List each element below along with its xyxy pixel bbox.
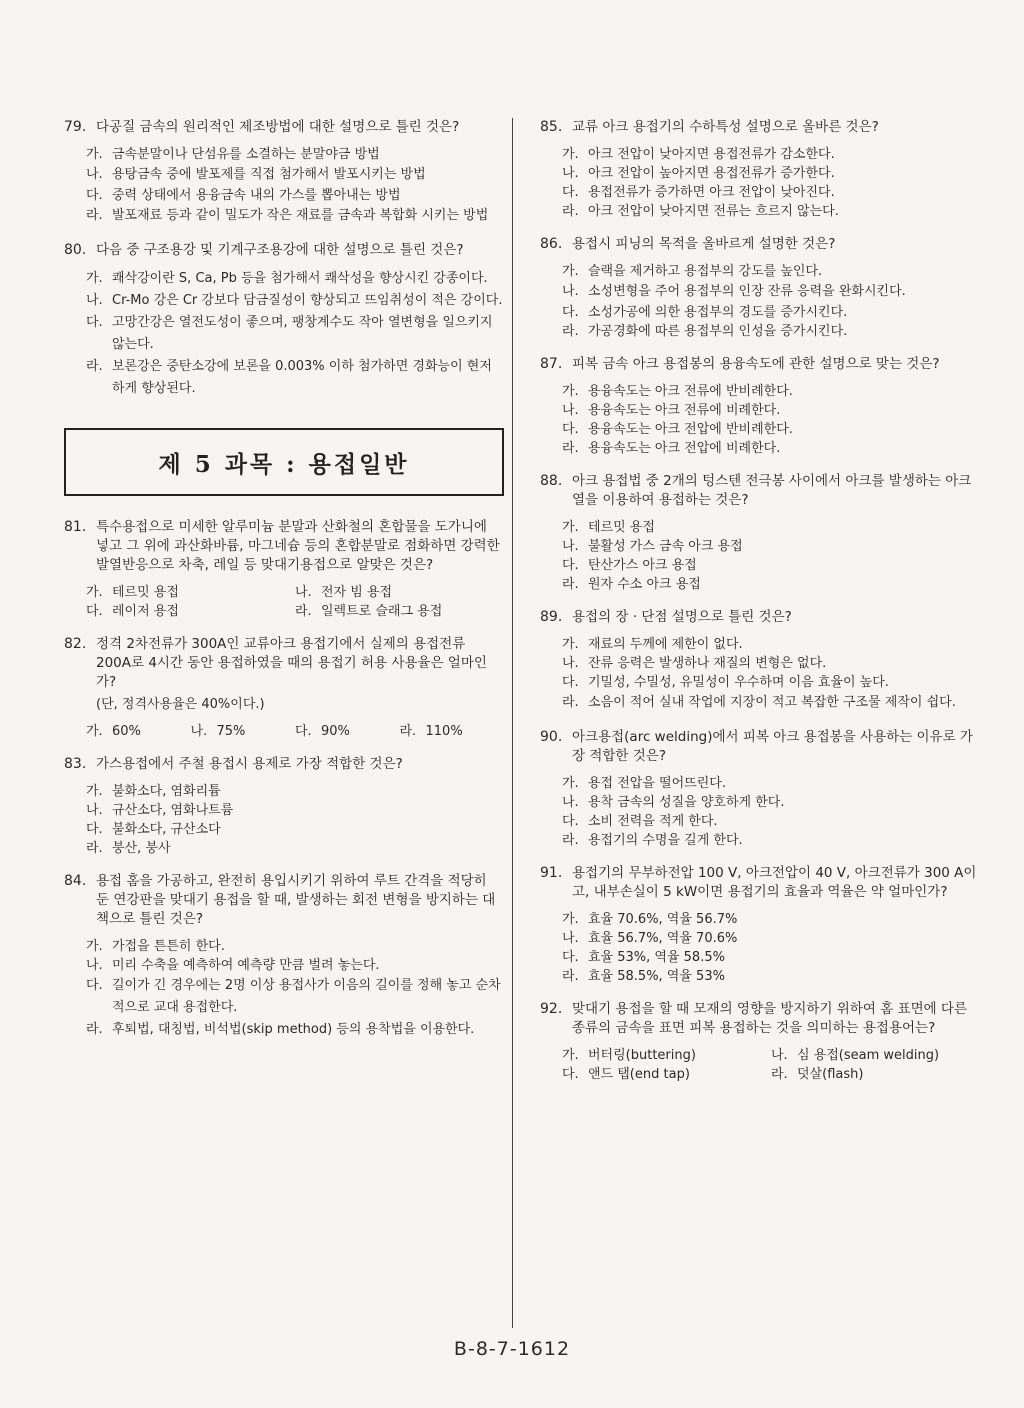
option-na (562, 537, 980, 556)
question-note: (단, 정격사용율은 40%이다.) (96, 697, 265, 712)
option-ga (562, 382, 980, 401)
option-label: 가. (562, 637, 579, 652)
option-label: 나. (190, 724, 208, 739)
question-text: 아크 용접법 중 2개의 텅스텐 전극봉 사이에서 아크를 발생하는 아크열을 이용하여 용접하는 것은? (572, 473, 972, 508)
option-text: 붕산, 붕사 (112, 841, 171, 856)
question-text: 특수용접으로 미세한 알루미늄 분말과 산화철의 혼합물을 도가니에 넣고 그 위에 과산화바륨, 마그네슘 등의 혼합분말로 점화하면 강력한 발열반응으로 차축, 레일 등 맞대기용접으로 알맞은 것은? (96, 519, 500, 573)
option-label: 나. (562, 931, 579, 946)
option-text: 효율 58.5%, 역율 53% (588, 969, 725, 984)
option-text: 90% (321, 724, 350, 739)
option-label: 나. (86, 167, 103, 182)
question-text: 교류 아크 용접기의 수하특성 설명으로 올바른 것은? (572, 119, 879, 135)
option-label: 다. (86, 188, 103, 203)
option-text: 재료의 두께에 제한이 없다. (588, 637, 743, 652)
option-text: 규산소다, 염화나트륨 (112, 803, 234, 818)
option-label: 나. (562, 656, 579, 671)
question-90 (540, 728, 980, 850)
option-text: 레이저 용접 (112, 604, 179, 619)
option-da (562, 948, 980, 967)
option-text: 효율 53%, 역율 58.5% (588, 950, 725, 965)
question-text: 용접의 장 · 단점 설명으로 틀린 것은? (572, 609, 792, 625)
option-text: 테르밋 용접 (588, 520, 655, 535)
option-ga (562, 774, 980, 793)
question-83 (64, 755, 504, 858)
option-label: 라. (562, 969, 579, 984)
option-list (64, 937, 504, 1041)
option-text: 110% (425, 724, 463, 739)
option-text: 60% (112, 724, 141, 739)
option-list (64, 268, 504, 400)
option-label: 다. (86, 822, 103, 837)
question-91 (540, 864, 980, 986)
option-da (562, 183, 980, 202)
option-label: 라. (295, 604, 312, 619)
left-column (64, 118, 504, 1055)
option-label: 라. (562, 577, 579, 592)
option-text: 75% (216, 724, 246, 739)
option-na (86, 801, 504, 820)
option-text: 소비 전력을 적게 한다. (588, 814, 718, 829)
option-label: 가. (562, 1048, 579, 1063)
option-ga (86, 268, 504, 290)
option-text: 보론강은 중탄소강에 보론을 0.003% 이하 첨가하면 경화능이 현저하게 향상된다. (112, 359, 492, 396)
option-ra (86, 205, 504, 227)
question-number: 92. (540, 1001, 563, 1017)
option-da (86, 975, 504, 1019)
option-da (295, 722, 400, 741)
column-divider (512, 118, 513, 1328)
option-text: 효율 70.6%, 역율 56.7% (588, 912, 738, 927)
question-number: 91. (540, 865, 563, 881)
option-text: 용접기의 수명을 길게 한다. (588, 833, 743, 848)
question-text: 정격 2차전류가 300A인 교류아크 용접기에서 실제의 용접전류 200A로 4시간 동안 용접하였을 때의 용접기 허용 사용율은 얼마인가? (96, 636, 487, 690)
question-number: 84. (64, 873, 87, 889)
option-text: 길이가 긴 경우에는 2명 이상 용접사가 이음의 길이를 정해 놓고 순차적으로 교대 용접한다. (112, 978, 501, 1015)
option-label: 라. (86, 841, 103, 856)
question-86 (540, 235, 980, 341)
option-list (540, 262, 980, 341)
option-text: 고망간강은 열전도성이 좋으며, 팽창계수도 작아 열변형을 일으키지 않는다. (112, 315, 493, 352)
option-text: 앤드 탭(end tap) (588, 1067, 690, 1082)
option-text: 불활성 가스 금속 아크 용접 (588, 539, 743, 554)
question-text: 피복 금속 아크 용접봉의 용융속도에 관한 설명으로 맞는 것은? (572, 356, 940, 372)
option-na (562, 164, 980, 183)
question-number: 82. (64, 636, 87, 652)
option-text: 효율 56.7%, 역율 70.6% (588, 931, 738, 946)
option-ga (86, 782, 504, 801)
option-ra (86, 356, 504, 400)
option-text: 원자 수소 아크 용접 (588, 577, 701, 592)
option-da (86, 186, 504, 205)
section-header-box (64, 428, 504, 496)
option-text: 용융속도는 아크 전류에 반비례한다. (588, 384, 793, 399)
option-ra (562, 831, 980, 850)
option-label: 라. (86, 1022, 103, 1037)
option-text: 발포재료 등과 같이 밀도가 작은 재료를 금속과 복합화 시키는 방법 (112, 208, 489, 223)
option-text: 잔류 응력은 발생하나 재질의 변형은 없다. (588, 656, 827, 671)
question-number: 87. (540, 356, 563, 372)
option-label: 라. (562, 441, 579, 456)
question-text: 다음 중 구조용강 및 기계구조용강에 대한 설명으로 틀린 것은? (96, 242, 464, 258)
option-text: 불화소다, 규산소다 (112, 822, 221, 837)
option-label: 라. (562, 204, 579, 219)
option-label: 나. (562, 539, 579, 554)
option-ga (86, 937, 504, 956)
option-ra (562, 202, 980, 221)
option-label: 라. (771, 1067, 788, 1082)
option-label: 나. (86, 803, 103, 818)
option-text: 소음이 적어 실내 작업에 지장이 적고 복잡한 구조물 제작이 쉽다. (588, 695, 956, 710)
option-label: 다. (562, 814, 579, 829)
right-column (540, 118, 980, 1098)
option-text: 용융속도는 아크 전압에 반비례한다. (588, 422, 793, 437)
option-list (540, 774, 980, 850)
option-list (540, 635, 980, 714)
option-text: 전자 빔 용접 (321, 585, 393, 600)
option-label: 가. (562, 384, 579, 399)
option-text: 쾌삭강이란 S, Ca, Pb 등을 첨가해서 쾌삭성을 향상시킨 강종이다. (112, 271, 488, 286)
option-da (562, 1065, 771, 1084)
option-da (562, 673, 980, 692)
option-label: 다. (562, 675, 579, 690)
option-text: 중력 상태에서 용융금속 내의 가스를 뽑아내는 방법 (112, 188, 401, 203)
option-text: 테르밋 용접 (112, 585, 179, 600)
option-ra (562, 322, 980, 341)
question-87 (540, 355, 980, 458)
option-ra (562, 692, 980, 714)
question-text: 다공질 금속의 원리적인 제조방법에 대한 설명으로 틀린 것은? (96, 119, 460, 135)
option-label: 라. (562, 833, 579, 848)
option-label: 나. (295, 585, 312, 600)
option-text: 덧살(flash) (797, 1067, 864, 1082)
option-ga (562, 635, 980, 654)
option-ra (771, 1065, 980, 1084)
section-title: 제 5 과목 : 용접일반 (158, 450, 410, 478)
option-text: 용탕금속 중에 발포제를 직접 첨가해서 발포시키는 방법 (112, 167, 426, 182)
question-number: 89. (540, 609, 563, 625)
option-na (771, 1046, 980, 1065)
option-ga (86, 722, 191, 741)
option-label: 가. (86, 939, 103, 954)
option-label: 라. (562, 695, 579, 710)
option-label: 가. (86, 724, 103, 739)
question-text: 아크용접(arc welding)에서 피복 아크 용접봉을 사용하는 이유로 가장 적합한 것은? (572, 729, 973, 764)
option-ga (562, 262, 980, 281)
option-text: 기밀성, 수밀성, 유밀성이 우수하며 이음 효율이 높다. (588, 675, 889, 690)
option-text: 가접을 튼튼히 한다. (112, 939, 225, 954)
option-na (191, 722, 296, 741)
option-list (64, 583, 504, 621)
question-text: 가스용접에서 주철 용접시 용제로 가장 적합한 것은? (96, 756, 403, 772)
option-na (86, 164, 504, 186)
question-81 (64, 518, 504, 621)
option-list (64, 145, 504, 227)
option-label: 다. (562, 305, 579, 320)
option-label: 다. (86, 604, 103, 619)
option-ra (400, 722, 505, 741)
question-text: 용접 홈을 가공하고, 완전히 용입시키기 위하여 루트 간격을 적당히 둔 연강판을 맞대기 용접을 할 때, 발생하는 회전 변형을 방지하는 대책으로 틀린 것은? (96, 873, 496, 927)
question-number: 81. (64, 519, 87, 535)
option-na (562, 281, 980, 303)
question-79 (64, 118, 504, 227)
question-80 (64, 241, 504, 400)
option-ra (562, 967, 980, 986)
option-da (562, 812, 980, 831)
option-label: 나. (562, 166, 579, 181)
option-label: 나. (562, 795, 579, 810)
option-da (562, 420, 980, 439)
question-text: 용접기의 무부하전압 100 V, 아크전압이 40 V, 아크전류가 300 A이고, 내부손실이 5 kW이면 용접기의 효율과 역율은 약 얼마인가? (572, 865, 977, 900)
question-84 (64, 872, 504, 1041)
option-text: 용착 금속의 성질을 양호하게 한다. (588, 795, 785, 810)
question-text: 맞대기 용접을 할 때 모재의 영향을 방지하기 위하여 홈 표면에 다른 종류의 금속을 표면 피복 용접하는 것을 의미하는 용접용어는? (572, 1001, 968, 1036)
option-label: 다. (562, 422, 579, 437)
option-label: 나. (86, 958, 103, 973)
option-label: 다. (562, 558, 579, 573)
question-89 (540, 608, 980, 714)
option-ra (562, 575, 980, 594)
option-ga (562, 518, 980, 537)
option-text: 금속분말이나 단섬유를 소결하는 분말야금 방법 (112, 147, 380, 162)
option-da (562, 556, 980, 575)
question-number: 85. (540, 119, 563, 135)
option-da (562, 303, 980, 322)
option-text: 용접전류가 증가하면 아크 전압이 낮아진다. (588, 185, 835, 200)
option-list (540, 518, 980, 594)
option-text: 용융속도는 아크 전류에 비례한다. (588, 403, 781, 418)
option-label: 나. (771, 1048, 788, 1063)
option-na (562, 793, 980, 812)
option-label: 다. (86, 315, 103, 330)
option-text: 소성가공에 의한 용접부의 경도를 증가시킨다. (588, 305, 848, 320)
option-text: 용접 전압을 떨어뜨린다. (588, 776, 726, 791)
option-text: 아크 전압이 높아지면 용접전류가 증가한다. (588, 166, 835, 181)
option-label: 가. (86, 271, 103, 286)
option-label: 다. (562, 185, 579, 200)
option-label: 가. (562, 520, 579, 535)
option-label: 라. (562, 324, 579, 339)
option-text: 용융속도는 아크 전압에 비례한다. (588, 441, 781, 456)
option-label: 라. (399, 724, 417, 739)
option-text: 버터링(buttering) (588, 1048, 696, 1063)
question-92 (540, 1000, 980, 1084)
option-na (562, 654, 980, 673)
option-label: 가. (562, 264, 579, 279)
question-82 (64, 635, 504, 741)
option-ga (86, 145, 504, 164)
option-ra (86, 1019, 504, 1041)
question-number: 83. (64, 756, 87, 772)
option-list (540, 382, 980, 458)
option-text: 슬랙을 제거하고 용접부의 강도를 높인다. (588, 264, 823, 279)
option-label: 가. (86, 585, 103, 600)
option-label: 다. (562, 1067, 579, 1082)
option-label: 라. (86, 359, 103, 374)
option-text: 아크 전압이 낮아지면 용접전류가 감소한다. (588, 147, 835, 162)
option-label: 나. (562, 403, 579, 418)
option-label: 나. (86, 293, 103, 308)
option-text: Cr-Mo 강은 Cr 강보다 담금질성이 향상되고 뜨임취성이 적은 강이다. (112, 293, 503, 308)
option-ra (86, 839, 504, 858)
option-na (562, 929, 980, 948)
question-number: 79. (64, 119, 87, 135)
option-text: 미리 수축을 예측하여 예측량 만큼 벌려 놓는다. (112, 958, 380, 973)
option-ra (562, 439, 980, 458)
option-list (64, 782, 504, 858)
option-label: 나. (562, 284, 579, 299)
option-na (86, 290, 504, 312)
option-text: 아크 전압이 낮아지면 전류는 흐르지 않는다. (588, 204, 839, 219)
option-na (562, 401, 980, 420)
option-na (86, 956, 504, 975)
option-label: 가. (86, 147, 103, 162)
option-label: 가. (86, 784, 103, 799)
question-88 (540, 472, 980, 594)
question-85 (540, 118, 980, 221)
option-text: 불화소다, 염화리튬 (112, 784, 221, 799)
option-list (540, 1046, 980, 1084)
option-list (540, 145, 980, 221)
option-ga (86, 583, 295, 602)
option-label: 가. (562, 912, 579, 927)
option-text: 일렉트로 슬래그 용접 (321, 604, 443, 619)
question-number: 90. (540, 729, 563, 745)
option-text: 후퇴법, 대칭법, 비석법(skip method) 등의 용착법을 이용한다. (112, 1022, 475, 1037)
option-list (64, 722, 504, 741)
option-da (86, 602, 295, 621)
option-ga (562, 1046, 771, 1065)
option-label: 다. (295, 724, 312, 739)
option-label: 가. (562, 147, 579, 162)
option-ga (562, 145, 980, 164)
option-ra (295, 602, 504, 621)
option-text: 소성변형을 주어 용접부의 인장 잔류 응력을 완화시킨다. (588, 284, 906, 299)
option-label: 가. (562, 776, 579, 791)
option-da (86, 312, 504, 356)
page-code: B-8-7-1612 (453, 1338, 571, 1360)
question-text: 용접시 피닝의 목적을 올바르게 설명한 것은? (572, 236, 836, 252)
option-label: 다. (86, 978, 103, 993)
option-na (295, 583, 504, 602)
option-text: 탄산가스 아크 용접 (588, 558, 697, 573)
question-number: 88. (540, 473, 563, 489)
question-number: 80. (64, 242, 87, 258)
option-da (86, 820, 504, 839)
question-number: 86. (540, 236, 563, 252)
option-ga (562, 910, 980, 929)
option-label: 라. (86, 208, 103, 223)
option-label: 다. (562, 950, 579, 965)
option-text: 심 용접(seam welding) (797, 1048, 940, 1063)
option-text: 가공경화에 따른 용접부의 인성을 증가시킨다. (588, 324, 848, 339)
option-list (540, 910, 980, 986)
